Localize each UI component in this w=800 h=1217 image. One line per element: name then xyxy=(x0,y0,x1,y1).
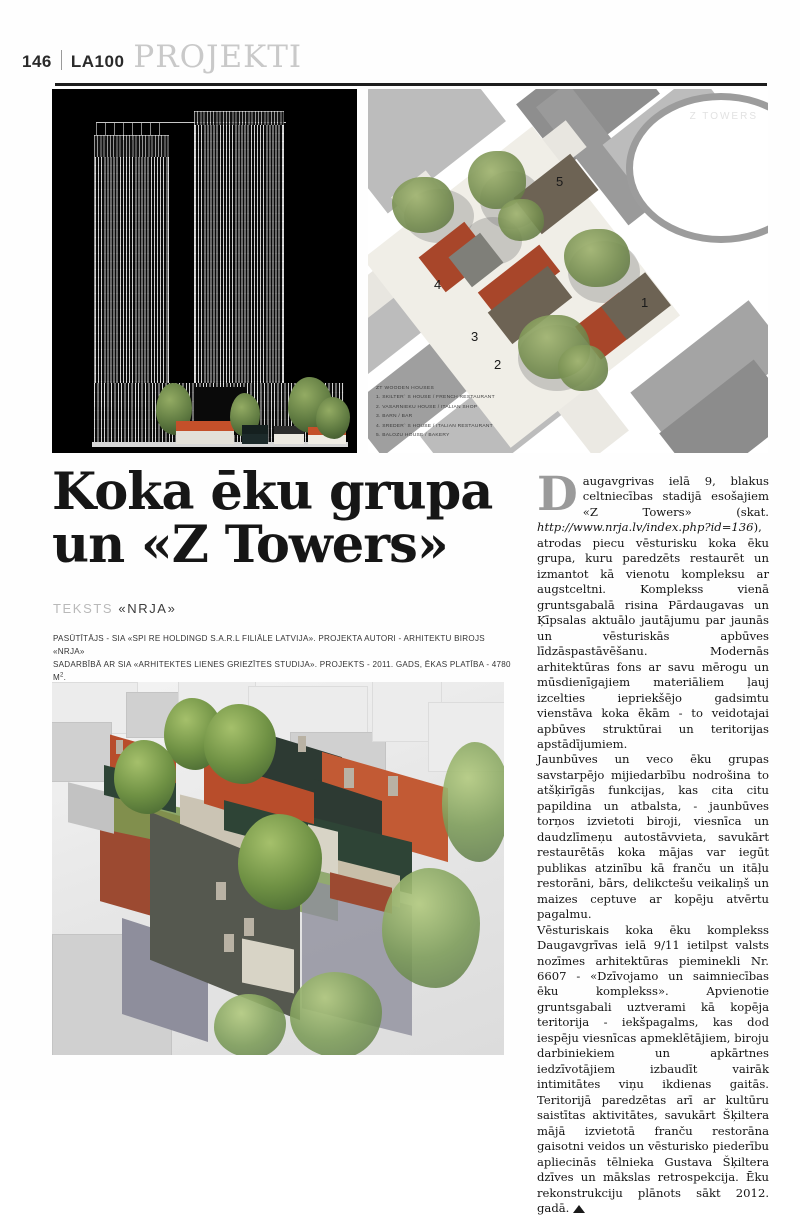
tower-left xyxy=(94,157,169,407)
chimney xyxy=(224,934,234,952)
chimney xyxy=(344,768,354,788)
body-paragraph-1 xyxy=(537,467,769,752)
credits-line-2: SADARBĪBĀ AR SIA «ARHITEKTES LIENES GRIEZĪTES STUDIJA». PROJEKTS - 2011. GADS, ĒKAS PLATĪBA - 4780 M xyxy=(53,660,511,683)
body-paragraph-2: Jaunbūves un veco ēku grupas savstarpējo mijiedarbību nodrošina to atšķirīgās funkcijas, kas cita citu papildina un atbalsta, - jaunbūves torņos izvietoti biroji, viesnīca un daudzlīmeņu autostāvvieta, savukārt restaurētās koka mājas var iegūt publikas atzinību kā franču un itāļu restorāni, bārs, delikctešu veikaliņš un maizes ceptuve ar kopēju atvērtu pagalmu. xyxy=(537,752,769,922)
aerial-tree xyxy=(238,814,322,910)
legend-item: 3. BARN / BAR xyxy=(376,414,413,420)
chimney xyxy=(298,736,306,752)
credits-line-2-end: . xyxy=(63,673,67,683)
context-massing xyxy=(52,722,112,782)
historic-house-red xyxy=(176,422,234,444)
legend-item: 4. SREDER` S HOUSE / ITALIAN RESTAURANT xyxy=(376,423,493,429)
plan-tree xyxy=(558,345,608,391)
tower-right xyxy=(194,125,284,407)
credits-superscript: 2 xyxy=(60,672,64,679)
plan-number-3: 3 xyxy=(471,329,479,344)
tower-right-crown xyxy=(194,111,284,125)
aerial-tree xyxy=(290,972,382,1055)
aerial-tree xyxy=(442,742,504,862)
masthead-divider xyxy=(61,50,62,70)
z-towers-label: Z TOWERS xyxy=(689,111,758,122)
article-body xyxy=(537,467,769,1217)
aerial-tree xyxy=(214,994,286,1055)
legend-item: 1. SKILTER` S HOUSE / FRENCH RESTAURANT xyxy=(376,395,495,401)
site-plan-legend xyxy=(376,384,495,441)
plan-number-4: 4 xyxy=(434,277,442,292)
end-mark-icon xyxy=(573,1205,585,1213)
figure-towers-elevation xyxy=(52,89,357,453)
page-number: 146 xyxy=(22,52,52,71)
aerial-tree xyxy=(382,868,480,988)
house-roof xyxy=(176,421,234,431)
tower-left-crown xyxy=(94,135,169,157)
foreground-tree xyxy=(316,397,350,439)
chimney xyxy=(216,882,226,900)
legend-item: 5. BALOZU HOUSE / BAKERY xyxy=(376,433,450,439)
body-p1-part-b: ), atrodas piecu vēsturisku koka ēku grupa, kuru paredzēts restaurēt un izmantot kā vienotu kompleksu ar augstceltni. Komplekss vienā gruntsgabalā risina Pārdaugavas un Ķīpsalas aktuālo jautājumu par jaunās un vēsturiskās apbūves līdzāspastāvēšanu. Modernās arhitektūras fons ar savu mērogu un mūsdienīgajiem materiāliem ļauj izcelties iepriekšējo gadsimtu vienstāva koka ēkām - to veidotajai apbūves struktūrai un teritorijas apstādījumiem. xyxy=(537,520,769,751)
masthead xyxy=(22,39,303,75)
plan-tree xyxy=(392,177,454,233)
drop-cap: D xyxy=(537,467,578,522)
plan-number-2: 2 xyxy=(494,357,502,372)
figure-aerial-render xyxy=(52,682,504,1055)
body-paragraph-3 xyxy=(537,923,769,1217)
issue-mark: LA100 xyxy=(70,52,125,71)
historic-house-dark xyxy=(242,426,268,444)
byline-label: TEKSTS xyxy=(53,601,114,616)
legend-item: 2. VASARNIEKU HOUSE / ITALIAN SHOP xyxy=(376,404,478,410)
body-p1-part-a: augavgrivas ielā 9, blakus celtniecības stadijā esošajiem «Z Towers» (skat. xyxy=(582,474,769,519)
figure-site-plan xyxy=(368,89,768,453)
legend-title: ZT WOODEN HOUSES xyxy=(376,385,435,391)
headline-line-2: un «Z Towers» xyxy=(52,515,448,576)
body-p1-url: http://www.nrja.lv/index.php?id=136 xyxy=(537,520,754,535)
house-roof xyxy=(242,425,268,434)
article-headline xyxy=(52,462,522,576)
plan-tree xyxy=(498,199,544,241)
plan-number-5: 5 xyxy=(556,174,564,189)
plan-tree xyxy=(564,229,630,287)
aerial-tree xyxy=(114,740,176,814)
headline-line-1: Koka ēku grupa xyxy=(52,462,493,522)
section-title: PROJEKTI xyxy=(133,39,303,75)
credits-line-1: PASŪTĪTĀJS - SIA «SPI RE HOLDINGD S.A.R.L FILIĀLE LATVIJA». PROJEKTA AUTORI - ARHITEKTU BIROJS «NRJA» xyxy=(53,634,485,657)
chimney xyxy=(244,918,254,936)
byline xyxy=(53,601,176,616)
credits-line-2-wrap xyxy=(53,658,515,684)
byline-author: «NRJA» xyxy=(118,601,177,616)
header-rule xyxy=(55,83,767,86)
plan-number-1: 1 xyxy=(641,295,649,310)
chimney xyxy=(388,776,398,796)
body-p3-text: Vēsturiskais koka ēku komplekss Daugavgrīvas ielā 9/11 ietilpst valsts nozīmes arhitektūras pieminekli Nr. 6607 - «Dzīvojamo un saimniecības ēku komplekss». Apvienotie gruntsgabali uztverami kā kopēja teritorija - iekšpagalms, kas dod iespēju viesnīcas apmeklētājiem, biroju darbiniekiem un apkārtnes iedzīvotājiem izbaudīt vairāk intimitātes viņu ikdienas gaitās. Teritorijā paredzētas arī ar kultūru saistītas aktivitātes, savukārt Šķiltera mājā izvietotā franču restorāna gaisotni veidos un vēsturisko piederību apliecinās tēlnieka Gustava Šķiltera dzīves un mākslas retrospekcija. Ēku rekonstrukciju plānots sākt 2012. gadā. xyxy=(537,922,769,1216)
project-credits xyxy=(53,632,515,684)
aerial-tree xyxy=(204,704,276,784)
